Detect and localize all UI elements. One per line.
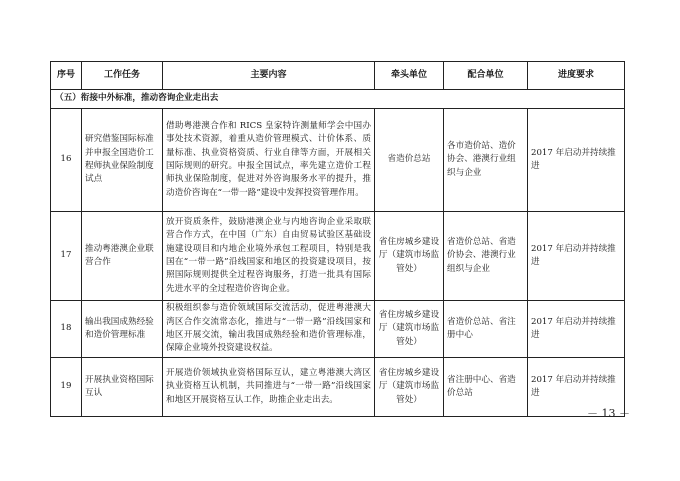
row-content: 开展造价领域执业资格国际互认，建立粤港澳大湾区执业资格互认机制，共同推进与“一带一路”沿线国家和地区开展资格互认工作，助推企业走出去。 [163, 358, 375, 417]
page-number: － 13 － [587, 407, 630, 420]
header-task: 工作任务 [82, 62, 163, 90]
table-row [51, 358, 625, 417]
row-progress: 2017 年启动并持续推进 [528, 358, 625, 417]
row-coop: 省造价总站、省造价协会、港澳行业组织与企业 [444, 212, 528, 301]
header-no: 序号 [51, 62, 82, 90]
row-progress: 2017 年启动并持续推进 [528, 301, 625, 358]
row-lead: 省住房城乡建设厅（建筑市场监管处） [375, 301, 444, 358]
row-content: 积极组织参与造价领域国际交流活动，促进粤港澳大湾区合作交流常态化，推进与“一带一路”沿线国家和地区开展交流，输出我国成熟经验和造价管理标准，保障企业境外投资建设权益。 [163, 301, 375, 358]
header-coop: 配合单位 [444, 62, 528, 90]
table-row [51, 212, 625, 301]
row-content: 放开资质条件，鼓励港澳企业与内地咨询企业采取联营合作方式，在中国（广东）自由贸易试验区基础设施建设项目和内地企业境外承包工程项目，特别是我国在“一带一路”沿线国家和地区的投资建设项目，按照国际规则提供全过程咨询服务，打造一批具有国际先进水平的全过程造价咨询企业。 [163, 212, 375, 301]
table-row [51, 109, 625, 212]
row-coop: 省注册中心、省造价总站 [444, 358, 528, 417]
row-progress: 2017 年启动并持续推进 [528, 212, 625, 301]
row-no: 18 [51, 301, 82, 358]
section-row [51, 90, 625, 109]
row-task: 研究借鉴国际标准并申报全国造价工程师执业保险制度试点 [82, 109, 163, 212]
row-task: 输出我国成熟经验和造价管理标准 [82, 301, 163, 358]
row-lead: 省住房城乡建设厅（建筑市场监管处） [375, 212, 444, 301]
table-row [51, 301, 625, 358]
row-lead: 省住房城乡建设厅（建筑市场监管处） [375, 358, 444, 417]
row-content: 借助粤港澳合作和 RICS 皇家特许测量师学会中国办事处技术资源，着重从造价管理模式、计价体系、质量标准、执业资格资质、行业自律等方面，开展相关国际规则的研究。申报全国试点，率先建立造价工程师执业保险制度，促进对外咨询服务水平的提升，推动造价咨询在“一带一路”建设中发挥投资管理作用。 [163, 109, 375, 212]
row-task: 开展执业资格国际互认 [82, 358, 163, 417]
task-table [50, 61, 625, 417]
header-lead: 牵头单位 [375, 62, 444, 90]
section-title: （五）衔接中外标准，推动咨询企业走出去 [51, 90, 625, 109]
header-progress: 进度要求 [528, 62, 625, 90]
row-coop: 各市造价站、造价协会、港澳行业组织与企业 [444, 109, 528, 212]
row-no: 19 [51, 358, 82, 417]
row-task: 推动粤港澳企业联营合作 [82, 212, 163, 301]
row-no: 17 [51, 212, 82, 301]
row-progress: 2017 年启动并持续推进 [528, 109, 625, 212]
header-content: 主要内容 [163, 62, 375, 90]
header-row [51, 62, 625, 90]
row-lead: 省造价总站 [375, 109, 444, 212]
row-coop: 省造价总站、省注册中心 [444, 301, 528, 358]
row-no: 16 [51, 109, 82, 212]
